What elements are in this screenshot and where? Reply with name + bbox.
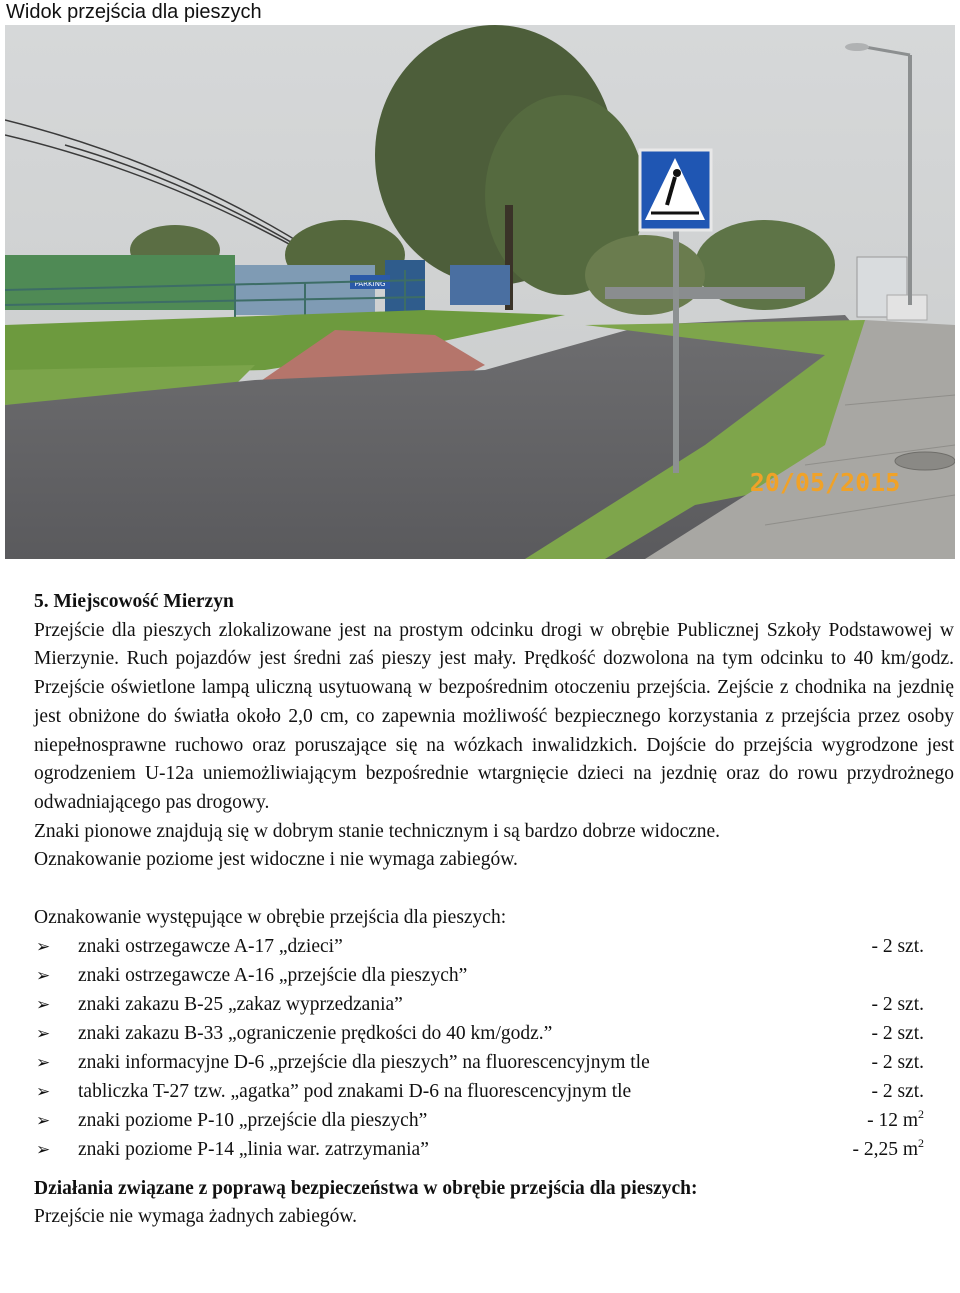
list-item: ➢ znaki zakazu B-33 „ograniczenie prędkości do 40 km/godz.” - 2 szt. [34, 1020, 924, 1049]
description-paragraph-3: Oznakowanie poziome jest widoczne i nie wymaga zabiegów. [34, 849, 518, 871]
actions-title: Działania związane z poprawą bezpieczeństwa w obrębie przejścia dla pieszych: [34, 1177, 698, 1199]
parking-sign-text: PARKING [354, 280, 386, 288]
section-content [34, 588, 954, 1232]
arrow-bullet-icon: ➢ [36, 965, 51, 986]
crosswalk-photo [5, 25, 955, 559]
photo-caption: Widok przejścia dla pieszych [6, 1, 262, 23]
section-heading: 5. Miejscowość Mierzyn [34, 591, 234, 612]
arrow-bullet-icon: ➢ [36, 1110, 51, 1131]
list-item: ➢ znaki ostrzegawcze A-17 „dzieci” - 2 szt. [34, 933, 924, 962]
arrow-bullet-icon: ➢ [36, 1139, 51, 1160]
list-item: ➢ tabliczka T-27 tzw. „agatka” pod znakami D-6 na fluorescencyjnym tle - 2 szt. [34, 1078, 924, 1107]
signage-list [34, 933, 954, 1165]
arrow-bullet-icon: ➢ [36, 936, 51, 957]
date-stamp: 20/05/2015 [749, 468, 901, 497]
actions-text: Przejście nie wymaga żadnych zabiegów. [34, 1206, 358, 1228]
arrow-bullet-icon: ➢ [36, 1052, 51, 1073]
list-item: ➢ znaki poziome P-10 „przejście dla pieszych” - 12 $m^2$ [34, 1107, 924, 1136]
description [34, 617, 954, 875]
sign-pole [673, 225, 679, 473]
arrow-bullet-icon: ➢ [36, 994, 51, 1015]
crosswalk-sign [640, 150, 711, 230]
description-paragraph-1: Przejście dla pieszych zlokalizowane jest na prostym odcinku drogi w obrębie Publicznej Szkoły Podstawowej w Mierzynie. Ruch pojazdów jest średni zaś pieszy jest mały. Prędkość dozwolona na tym odcinku to 40 km/godz. Przejście oświetlone lampą uliczną usytuowaną w bezpośrednim otoczeniu przejścia. Zejście z chodnika na jezdnię jest obniżone do światła około 2,0 cm, co zapewnia możliwość bezpiecznego korzystania z przejścia przez osoby niepełnosprawne ruchowo oraz poruszające się na wózkach inwalidzkich. Dojście do przejścia wygrodzone jest ogrodzeniem U-12a uniemożliwiającym bezpośrednie wtargnięcie dzieci na jezdnię oraz do rowu przydrożnego odwadniającego pas drogowy. [34, 619, 954, 813]
arrow-bullet-icon: ➢ [36, 1081, 51, 1102]
manhole [895, 452, 955, 470]
list-item: ➢ znaki zakazu B-25 „zakaz wyprzedzania” - 2 szt. [34, 991, 924, 1020]
description-paragraph-2: Znaki pionowe znajdują się w dobrym stanie technicznym i są bardzo dobrze widoczne. [34, 820, 721, 842]
list-item: ➢ znaki poziome P-14 „linia war. zatrzymania” - 2,25 $m^2$ [34, 1136, 924, 1165]
list-intro: Oznakowanie występujące w obrębie przejścia dla pieszych: [34, 907, 507, 929]
list-item: ➢ znaki informacyjne D-6 „przejście dla pieszych” na fluorescencyjnym tle - 2 szt. [34, 1049, 924, 1078]
parked-car [887, 295, 927, 320]
list-item: ➢ znaki ostrzegawcze A-16 „przejście dla pieszych” [34, 962, 924, 991]
arrow-bullet-icon: ➢ [36, 1023, 51, 1044]
